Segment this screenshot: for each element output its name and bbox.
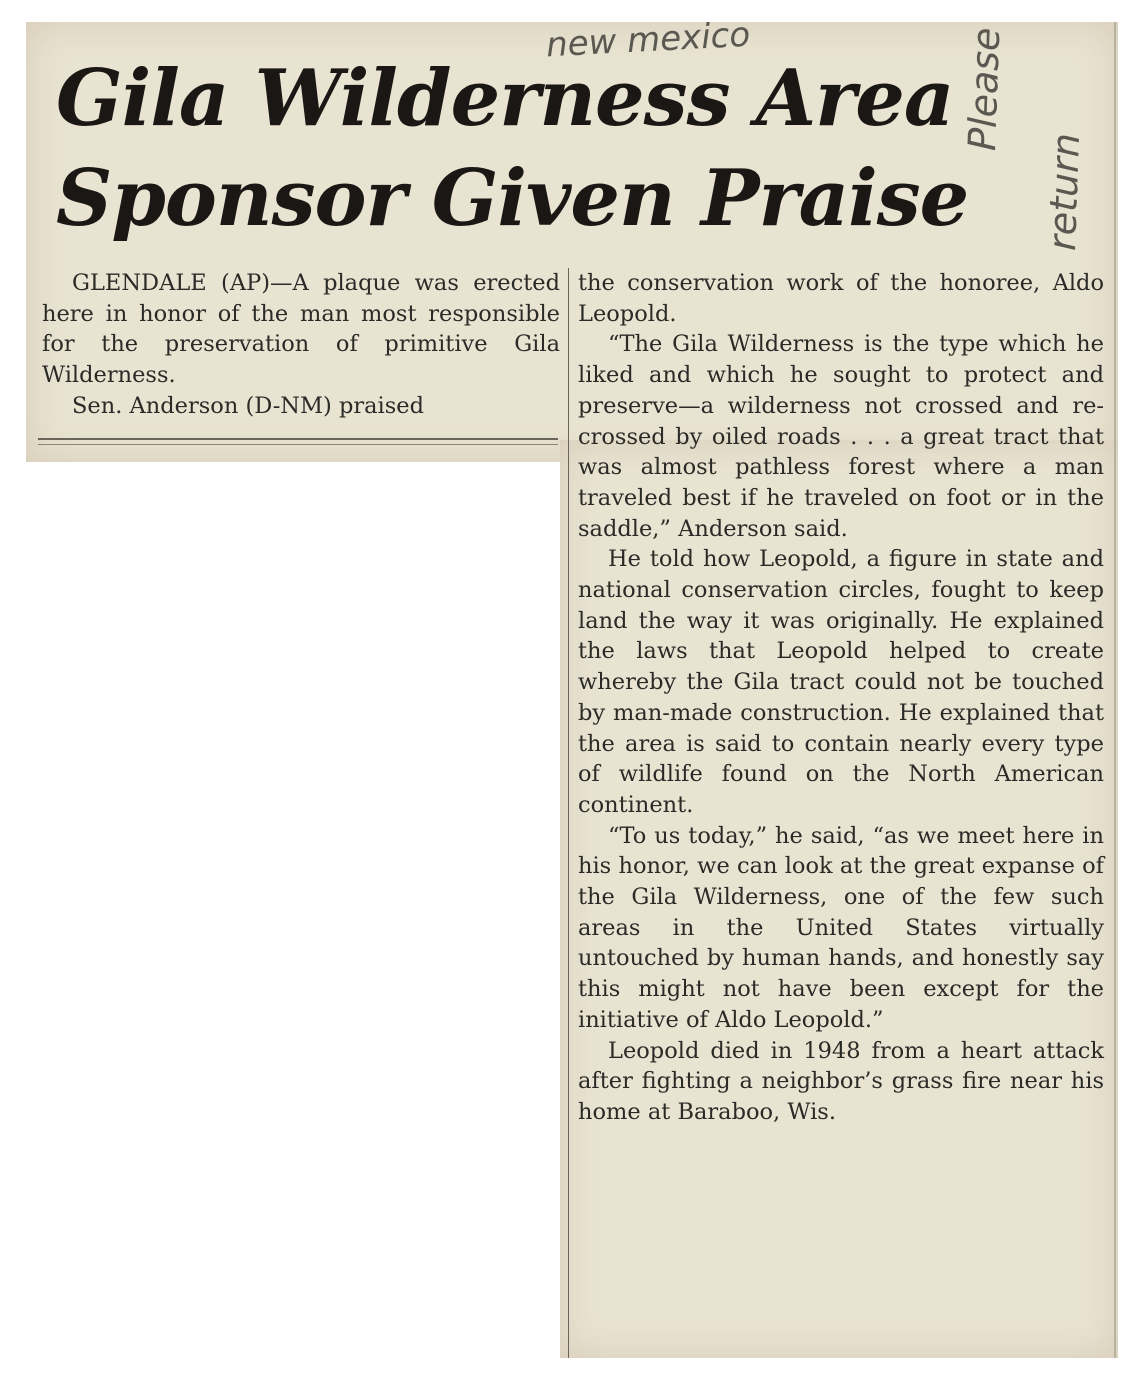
- article-paragraph: Sen. Anderson (D-NM) praised: [72, 392, 425, 419]
- article-paragraph: the conservation work of the honoree, Aldo Leopold.: [578, 270, 1104, 327]
- handwritten-note-top: new mexico: [545, 14, 752, 66]
- article-paragraph: GLENDALE (AP)—A plaque was erected here in honor of the man most responsible for the preservation of primitive Gila Wilderness.: [42, 270, 560, 389]
- article-paragraph: He told how Leopold, a figure in state and national conservation circles, fought to keep land the way it was originally. He explained the laws that Leopold helped to create whereby the Gila tract could not be touched by man-made construction. He explained that the area is said to contain nearly every type of wildlife found on the North American continent.: [578, 546, 1104, 818]
- article-paragraph: “The Gila Wilderness is the type which he liked and which he sought to protect and preserve—a wilderness not crossed and re-crossed by oiled roads . . . a great tract that was almost pathless forest where a man traveled best if he traveled on foot or in the saddle,” Anderson said.: [578, 331, 1104, 542]
- article-paragraph: “To us today,” he said, “as we meet here in his honor, we can look at the great expanse of the Gila Wilderness, one of the few such areas in the United States virtually untouched by human hands, and honestly say this might not have been except for the initiative of Aldo Leopold.”: [578, 822, 1104, 1033]
- headline-line-2: Sponsor Given Praise: [56, 153, 969, 244]
- article-paragraph: Leopold died in 1948 from a heart attack after fighting a neighbor’s grass fire near his home at Baraboo, Wis.: [578, 1037, 1104, 1125]
- clipping-edge: [1114, 22, 1116, 1358]
- handwritten-note-return: return: [1040, 132, 1089, 252]
- column-rule-horizontal: [38, 438, 558, 440]
- headline-line-1: Gila Wilderness Area: [56, 53, 954, 144]
- handwritten-note-please: Please: [960, 26, 1009, 152]
- article-left-column: [42, 268, 560, 422]
- column-rule-horizontal-thin: [38, 444, 558, 445]
- article-right-column: [578, 268, 1104, 1128]
- column-rule-vertical: [568, 268, 569, 1358]
